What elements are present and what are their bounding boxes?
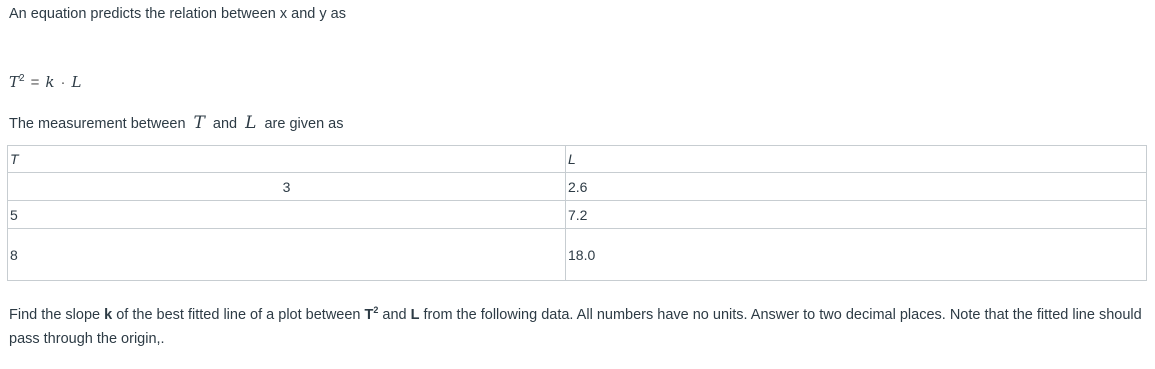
given-mid: and [212,116,238,132]
equation-exponent: 2 [19,73,25,84]
question-part-3: and [378,306,411,323]
question-exponent: 2 [373,305,379,315]
given-var-t: T [193,113,205,133]
table-row [8,201,1147,229]
question-k: k [104,306,113,323]
question-part-4: from the following data. All numbers have no units. Answer to two decimal places. Note that the fitted line should pass through the origin,. [9,306,1142,347]
table-row [8,229,1147,281]
given-var-l: L [245,113,257,133]
equation-t: T [9,73,20,91]
measurement-table [7,145,1147,281]
question-t: T [364,306,374,323]
table-cell-t: 3 [8,173,566,201]
table-header-t: T [8,146,566,173]
equation [9,73,81,91]
table-row [8,173,1147,201]
given-text [9,113,343,133]
equation-dot: · [60,74,66,91]
equation-l: L [71,73,82,91]
question-l: L [410,306,420,323]
table-cell-t: 8 [8,229,566,281]
equation-equals: = [30,74,40,91]
given-after: are given as [264,116,344,132]
table-cell-l: 2.6 [566,173,1147,201]
question-part-1: Find the slope [9,306,105,323]
table-cell-l: 18.0 [566,229,1147,281]
table-cell-t: 5 [8,201,566,229]
table-header-l: L [566,146,1147,173]
table-cell-l: 7.2 [566,201,1147,229]
given-before: The measurement between [9,116,186,132]
intro-text: An equation predicts the relation between x and y as [9,6,346,22]
table-header-row [8,146,1147,173]
question-text [9,298,1144,351]
question-part-2: of the best fitted line of a plot between [112,306,365,323]
equation-k: k [45,73,55,91]
